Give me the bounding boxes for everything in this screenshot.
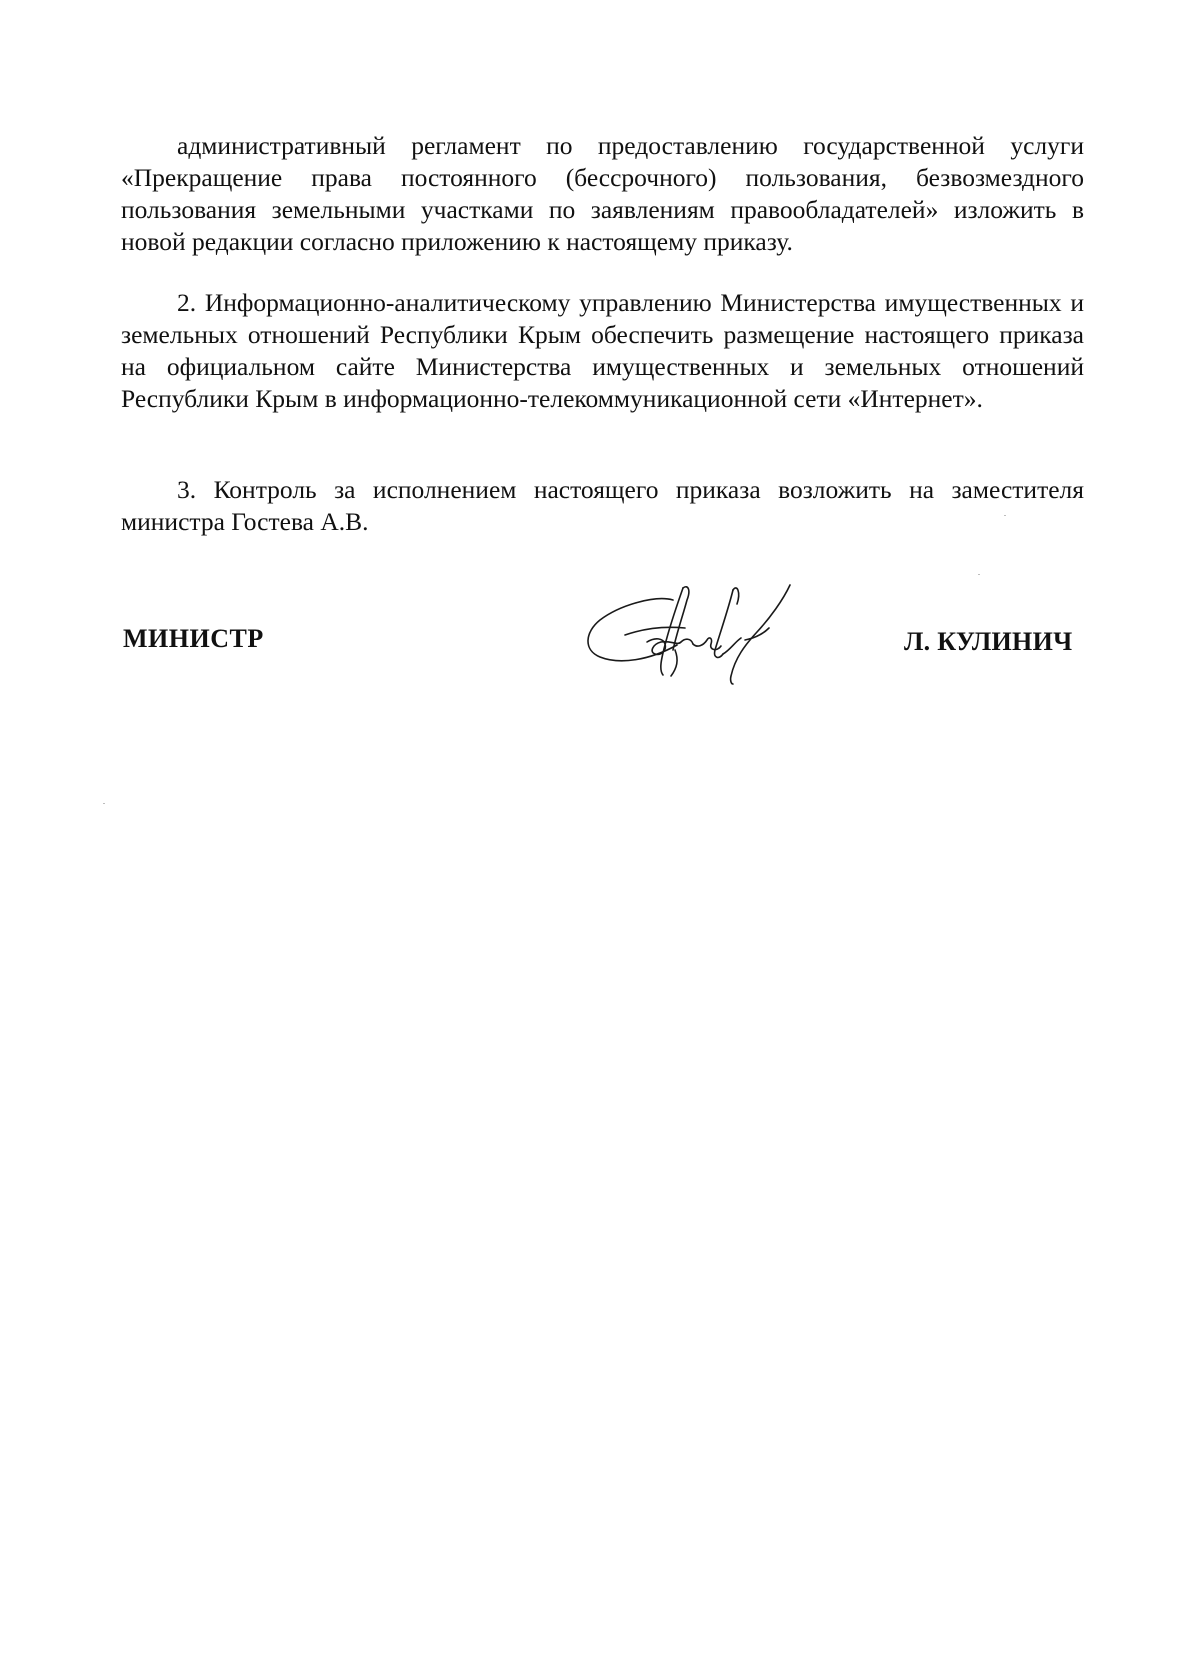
paragraph-publication: [121, 287, 1084, 415]
paragraph-text-2: 2. Информационно-аналитическому управлению Министерства имущественных и земельных отношений Республики Крым обеспечить размещение настоящего приказа на официальном сайте Министерства имущественных и земельных отношений Республики Крым в информационно-телекоммуникационной сети «Интернет».: [121, 288, 1084, 413]
paragraph-control: [121, 474, 1084, 538]
signatory-position: МИНИСТР: [123, 624, 264, 653]
paragraph-text-1: административный регламент по предоставлению государственной услуги «Прекращение права постоянного (бессрочного) пользования, безвозмездного пользования земельными участками по заявлениям правообладателей» изложить в новой редакции согласно приложению к настоящему приказу.: [121, 131, 1084, 256]
scan-speck: [978, 574, 980, 575]
scan-speck: [103, 803, 105, 804]
paragraph-text-3: 3. Контроль за исполнением настоящего приказа возложить на заместителя министра Гостева А.В.: [121, 475, 1084, 536]
signatory-name: Л. КУЛИНИЧ: [904, 627, 1073, 656]
scan-speck: [1004, 515, 1006, 516]
handwritten-signature-icon: [585, 580, 835, 715]
paragraph-regulation: [121, 130, 1084, 258]
